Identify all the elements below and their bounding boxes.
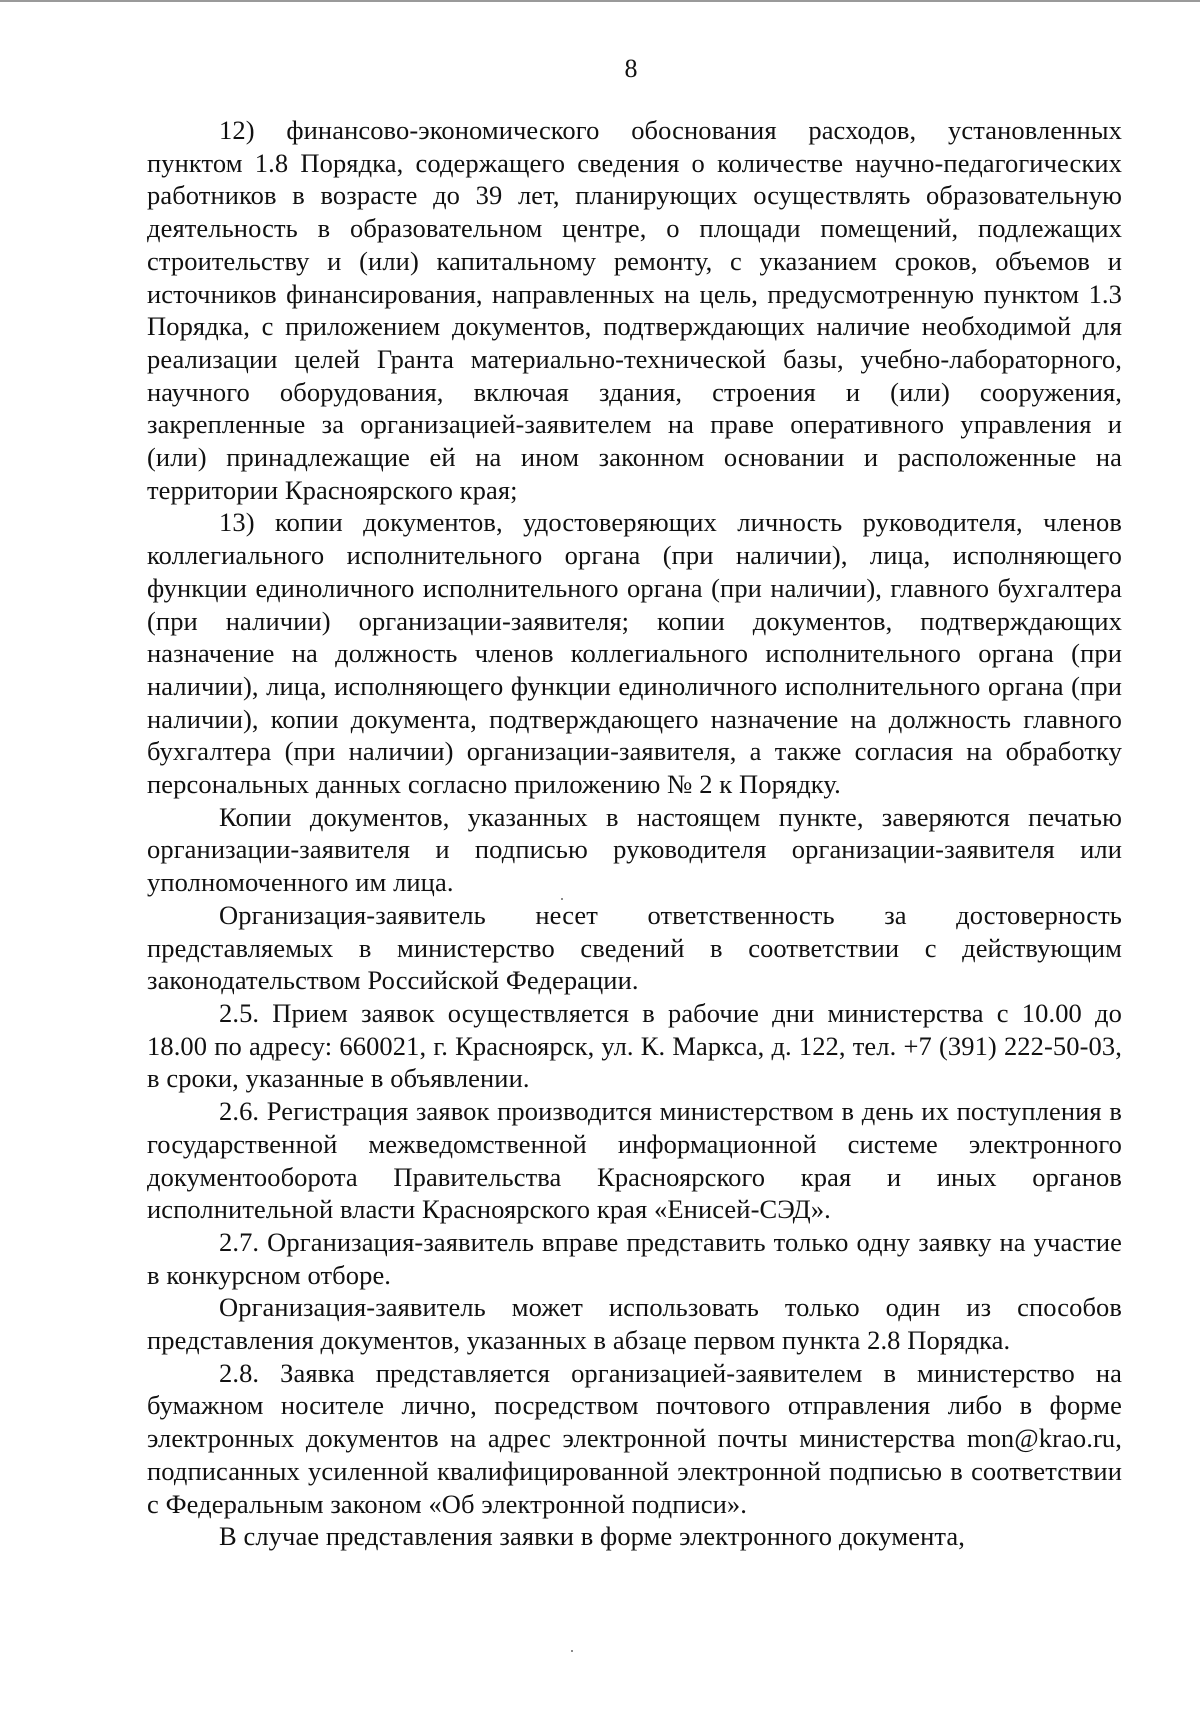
paragraph-submission-method: Организация-заявитель может использовать только один из способов представления документов, указанных в абзаце первом пункта 2.8 Порядка. — [147, 1292, 1122, 1356]
paragraph-responsibility: Организация-заявитель несет ответственность за достоверность представляемых в министерство сведений в соответствии с действующим законодательством Российской Федерации. — [147, 899, 1122, 996]
scan-speck — [571, 1650, 573, 1652]
scan-top-edge — [0, 0, 1200, 2]
paragraph-item-13: 13) копии документов, удостоверяющих личность руководителя, членов коллегиального исполнительного органа (при наличии), лица, исполняющего функции единоличного исполнительного органа (при наличии), главного бухгалтера (при наличии) организации-заявителя; копии документов, подтверждающих назначение на должность членов коллегиального исполнительного органа (при наличии), лица, исполняющего функции единоличного исполнительного органа (при наличии), копии документа, подтверждающего назначение на должность главного бухгалтера (при наличии) организации-заявителя, а также согласия на обработку персональных данных согласно приложению № 2 к Порядку. — [147, 507, 1122, 800]
document-body — [147, 114, 1122, 1553]
paragraph-2-6: 2.6. Регистрация заявок производится министерством в день их поступления в государственной межведомственной информационной системе электронного документооборота Правительства Красноярского края и иных органов исполнительной власти Красноярского края «Енисей-СЭД». — [147, 1096, 1122, 1225]
scan-speck — [561, 898, 563, 900]
paragraph-2-5: 2.5. Прием заявок осуществляется в рабочие дни министерства с 10.00 до 18.00 по адресу: 660021, г. Красноярск, ул. К. Маркса, д. 122, тел. +7 (391) 222-50-03, в сроки, указанные в объявлении. — [147, 997, 1122, 1094]
paragraph-copies-certification: Копии документов, указанных в настоящем пункте, заверяются печатью организации-заявителя и подписью руководителя организации-заявителя или уполномоченного им лица. — [147, 801, 1122, 898]
paragraph-2-8: 2.8. Заявка представляется организацией-заявителем в министерство на бумажном носителе лично, посредством почтового отправления либо в форме электронных документов на адрес электронной почты министерства mon@krao.ru, подписанных усиленной квалифицированной электронной подписью в соответствии с Федеральным законом «Об электронной подписи». — [147, 1357, 1122, 1519]
paragraph-item-12: 12) финансово-экономического обоснования расходов, установленных пунктом 1.8 Порядка, содержащего сведения о количестве научно-педагогических работников в возрасте до 39 лет, планирующих осуществлять образовательную деятельность в образовательном центре, о площади помещений, подлежащих строительству и (или) капитальному ремонту, с указанием сроков, объемов и источников финансирования, направленных на цель, предусмотренную пунктом 1.3 Порядка, с приложением документов, подтверждающих наличие необходимой для реализации целей Гранта материально-технической базы, учебно-лабораторного, научного оборудования, включая здания, строения и (или) сооружения, закрепленные за организацией-заявителем на праве оперативного управления и (или) принадлежащие ей на ином законном основании и расположенные на территории Красноярского края; — [147, 115, 1122, 505]
paragraph-2-7: 2.7. Организация-заявитель вправе представить только одну заявку на участие в конкурсном отборе. — [147, 1226, 1122, 1290]
page-number: 8 — [624, 54, 638, 83]
paragraph-electronic-submission: В случае представления заявки в форме электронного документа, — [219, 1521, 966, 1552]
